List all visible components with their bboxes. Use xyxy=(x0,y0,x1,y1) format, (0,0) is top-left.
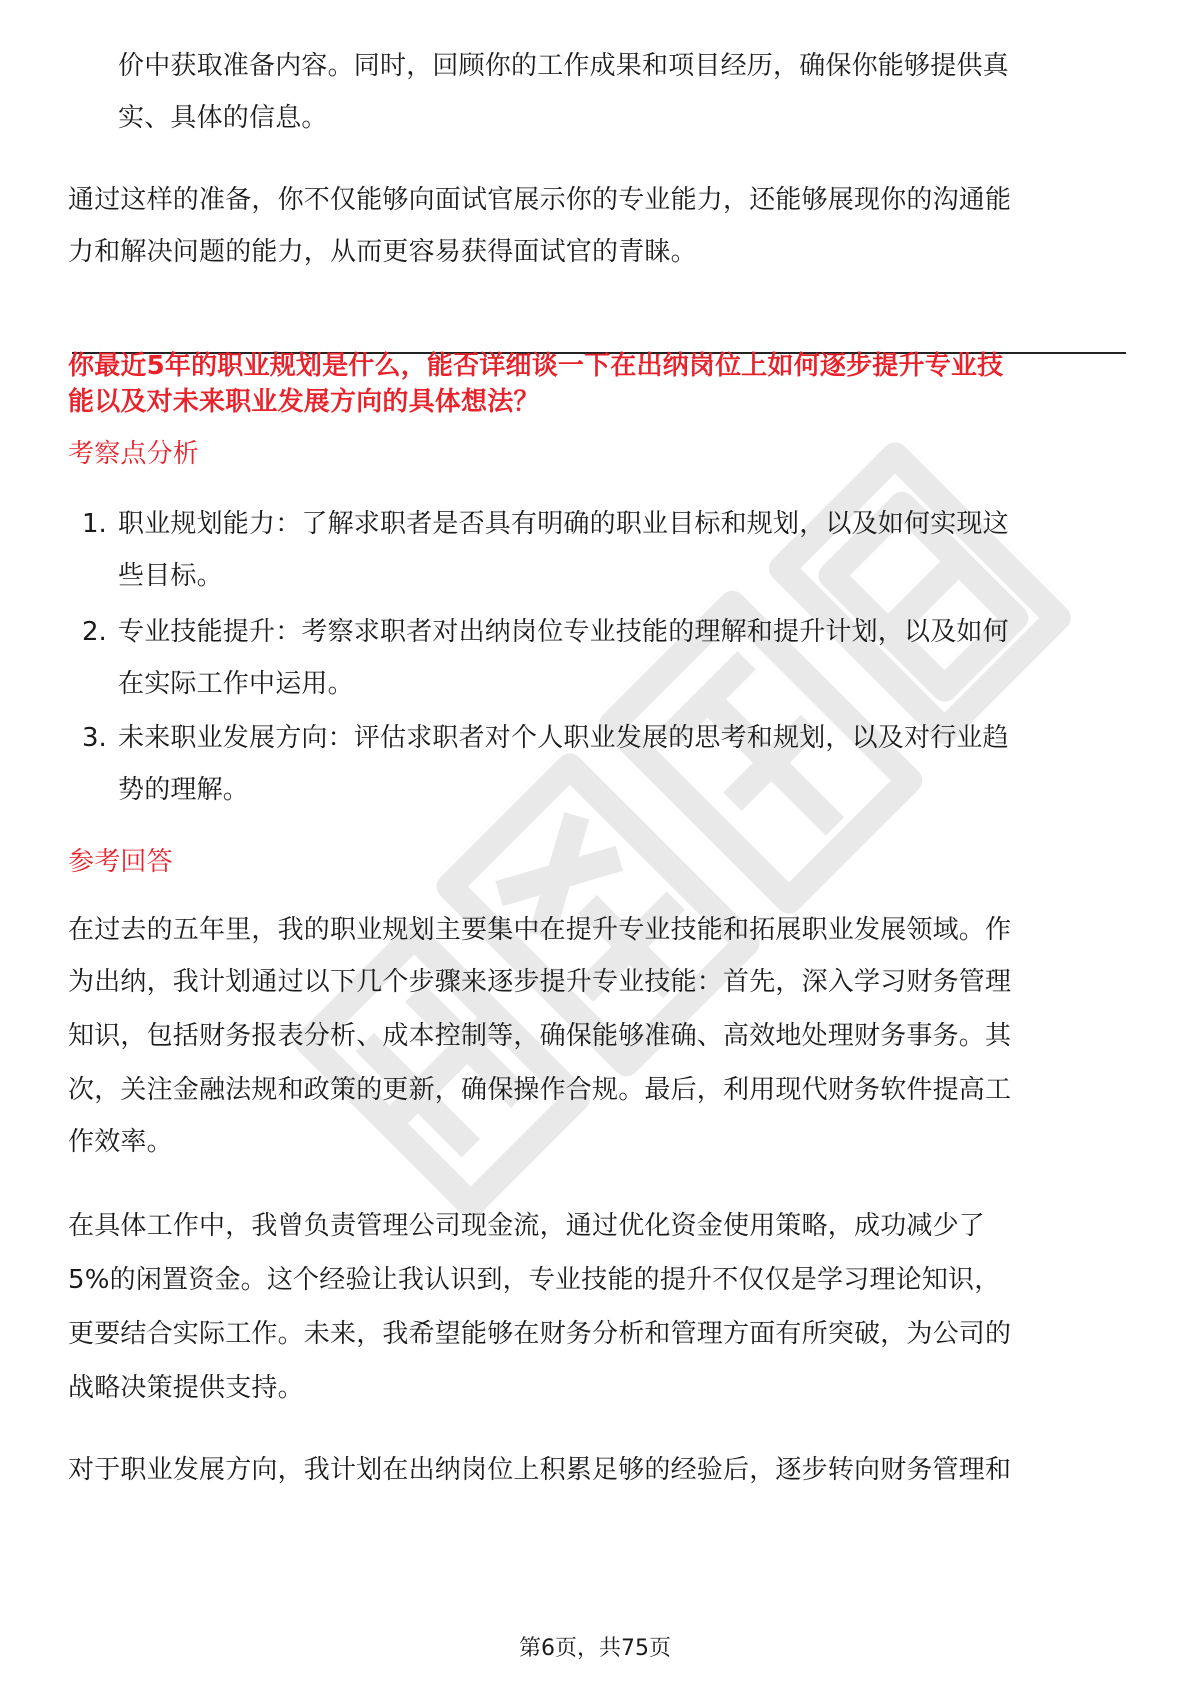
analysis-item-3-number: 3. xyxy=(82,723,107,753)
answer-p1-line-1: 在过去的五年里，我的职业规划主要集中在提升专业技能和拓展职业发展领域。作 xyxy=(68,915,1012,945)
answer-p1-line-2: 为出纳，我计划通过以下几个步骤来逐步提升专业技能：首先，深入学习财务管理 xyxy=(68,967,1012,997)
answer-p2-line-1: 在具体工作中，我曾负责管理公司现金流，通过优化资金使用策略，成功减少了 xyxy=(68,1211,986,1241)
intro-line-2: 实、具体的信息。 xyxy=(118,103,328,133)
answer-p1-line-3: 知识，包括财务报表分析、成本控制等，确保能够准确、高效地处理财务事务。其 xyxy=(68,1021,1012,1051)
answer-heading: 参考回答 xyxy=(68,847,173,877)
answer-p2-line-2: 5%的闲置资金。这个经验让我认识到，专业技能的提升不仅仅是学习理论知识， xyxy=(68,1265,1001,1295)
intro-line-1: 价中获取准备内容。同时，回顾你的工作成果和项目经历，确保你能够提供真 xyxy=(118,51,1009,81)
analysis-heading: 考察点分析 xyxy=(68,439,200,469)
analysis-item-3-line-2: 势的理解。 xyxy=(118,775,250,805)
answer-p1-line-4: 次，关注金融法规和政策的更新，确保操作合规。最后，利用现代财务软件提高工 xyxy=(68,1075,1012,1105)
analysis-item-1-number: 1. xyxy=(82,509,107,539)
watermark-stamp xyxy=(190,330,1190,1330)
page-number: 第6页，共75页 xyxy=(519,1636,671,1661)
analysis-item-2-number: 2. xyxy=(82,617,107,647)
analysis-item-1-line-2: 些目标。 xyxy=(118,561,223,591)
analysis-item-2-line-2: 在实际工作中运用。 xyxy=(118,669,354,699)
answer-p1-line-5: 作效率。 xyxy=(68,1127,173,1157)
question-line-2: 能以及对未来职业发展方向的具体想法？ xyxy=(68,387,540,417)
analysis-item-1-line-1: 职业规划能力：了解求职者是否具有明确的职业目标和规划，以及如何实现这 xyxy=(118,509,1009,539)
summary-line-1: 通过这样的准备，你不仅能够向面试官展示你的专业能力，还能够展现你的沟通能 xyxy=(68,185,1012,215)
analysis-item-2-line-1: 专业技能提升：考察求职者对出纳岗位专业技能的理解和提升计划，以及如何 xyxy=(118,617,1009,647)
question-line-1: 你最近5年的职业规划是什么，能否详细谈一下在出纳岗位上如何逐步提升专业技 xyxy=(68,351,1004,381)
analysis-item-3-line-1: 未来职业发展方向：评估求职者对个人职业发展的思考和规划，以及对行业趋 xyxy=(118,723,1009,753)
summary-line-2: 力和解决问题的能力，从而更容易获得面试官的青睐。 xyxy=(68,237,697,267)
answer-p2-line-4: 战略决策提供支持。 xyxy=(68,1373,304,1403)
answer-p2-line-3: 更要结合实际工作。未来，我希望能够在财务分析和管理方面有所突破，为公司的 xyxy=(68,1319,1012,1349)
answer-p3-line-1: 对于职业发展方向，我计划在出纳岗位上积累足够的经验后，逐步转向财务管理和 xyxy=(68,1455,1012,1485)
